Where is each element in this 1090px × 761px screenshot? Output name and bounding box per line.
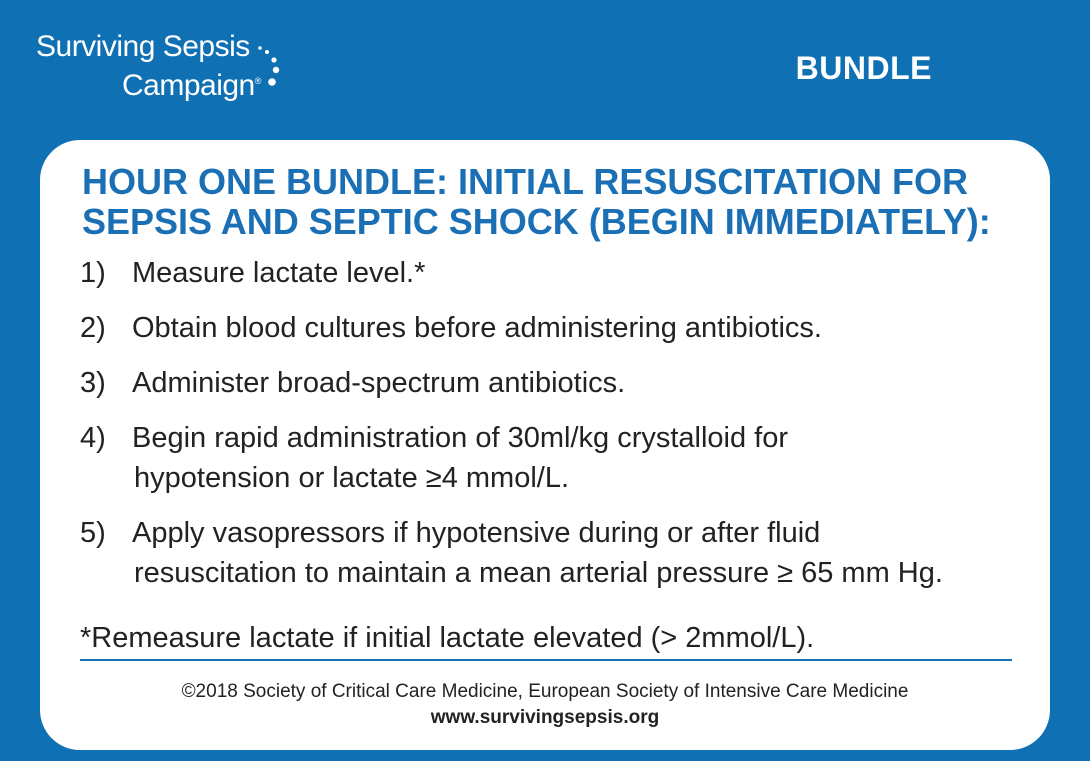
logo-dots-icon	[254, 42, 294, 92]
step-number: 2)	[80, 312, 106, 344]
step-number: 4)	[80, 422, 106, 454]
step-text: Obtain blood cultures before administering antibiotics.	[132, 312, 822, 344]
bundle-card	[40, 140, 1050, 750]
step-number: 3)	[80, 367, 106, 399]
bundle-step	[80, 253, 1040, 293]
logo-line-2	[36, 64, 261, 103]
bundle-step	[80, 363, 1040, 403]
divider	[80, 659, 1012, 661]
card-title	[82, 162, 991, 242]
logo-line-1: Surviving Sepsis	[36, 30, 250, 63]
logo-line-2-text: Campaign	[122, 69, 255, 102]
card-title-line-1: HOUR ONE BUNDLE: INITIAL RESUSCITATION FOR	[82, 161, 968, 202]
lactate-footnote: *Remeasure lactate if initial lactate elevated (> 2mmol/L).	[80, 622, 815, 654]
bundle-step	[80, 513, 1040, 593]
step-number: 1)	[80, 257, 106, 289]
step-text: Apply vasopressors if hypotensive during or after fluid	[132, 517, 821, 549]
logo-registered-mark: ®	[254, 76, 261, 86]
campaign-logo	[36, 30, 261, 103]
copyright-text: ©2018 Society of Critical Care Medicine, European Society of Intensive Care Medicine	[181, 681, 909, 702]
step-text: Administer broad-spectrum antibiotics.	[132, 367, 626, 399]
bundle-step	[80, 308, 1040, 348]
step-text-continued: resuscitation to maintain a mean arterial pressure ≥ 65 mm Hg.	[134, 557, 943, 589]
bundle-label: BUNDLE	[795, 50, 932, 86]
card-title-line-2: SEPSIS AND SEPTIC SHOCK (BEGIN IMMEDIATELY):	[82, 201, 991, 242]
bundle-step	[80, 418, 1040, 498]
step-text-continued: hypotension or lactate ≥4 mmol/L.	[134, 462, 570, 494]
website-link[interactable]: www.survivingsepsis.org	[430, 707, 660, 728]
step-number: 5)	[80, 517, 106, 549]
step-text: Measure lactate level.*	[132, 257, 426, 289]
bundle-steps-list	[80, 253, 1040, 608]
step-text: Begin rapid administration of 30ml/kg crystalloid for	[132, 422, 789, 454]
